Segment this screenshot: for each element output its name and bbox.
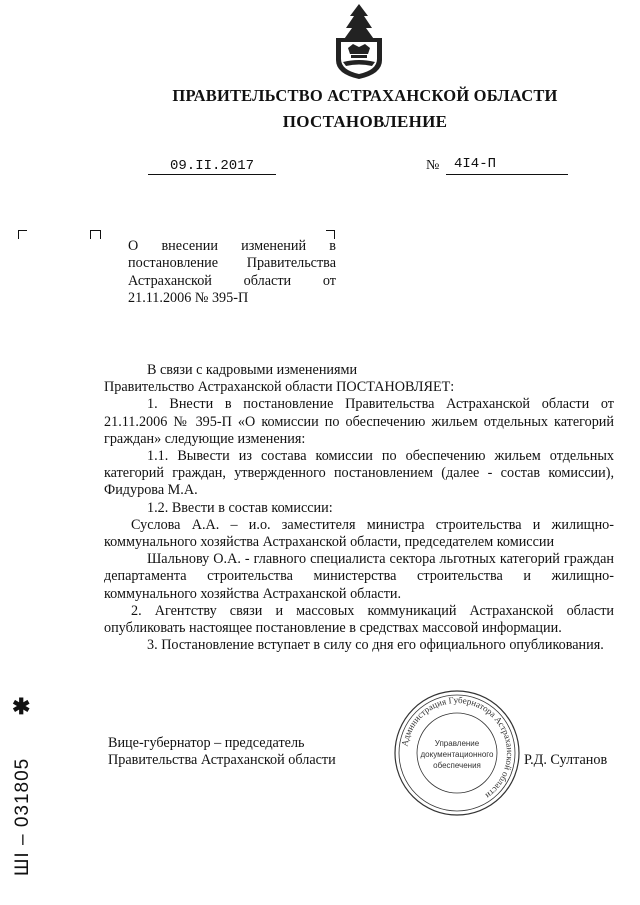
signatory-position: Правительства Астраханской области [108,752,336,768]
subject-line: 21.11.2006 № 395-П [128,289,249,306]
corner-mark [92,230,101,239]
signatory-position: Вице-губернатор – председатель [108,735,305,751]
coat-of-arms-emblem [328,2,390,80]
serial-number-margin [10,690,40,876]
stamp-ring-text: Администрация Губернатора Астраханской области [399,694,516,801]
serial-number: ШІ – 031805 [12,757,33,876]
preamble-resolves: Правительство Астраханской области ПОСТАНОВЛЯЕТ: [104,379,455,396]
signature-block [108,735,336,769]
appointee-shalnova: Шальнову О.А. - главного специалиста сектора льготных категорий граждан департамента строительства министерства строительства и жилищно-коммунального хозяйства Астраханской области. [104,551,614,602]
document-number: 4I4-П [454,156,497,172]
stamp-center-line: документационного [420,750,494,759]
number-underline [446,174,568,175]
paragraph-1: 1. Внести в постановление Правительства Астраханской области от 21.11.2006 № 395-П «О комиссии по обеспечению жильем отдельных категорий граждан» следующие изменения: [104,396,614,447]
government-title: ПРАВИТЕЛЬСТВО АСТРАХАНСКОЙ ОБЛАСТИ [172,86,558,105]
official-stamp [392,688,522,818]
stamp-center-line: Управление [434,739,480,748]
paragraph-1-1: 1.1. Вывести из состава комиссии по обеспечению жильем отдельных категорий граждан, утвержденного постановлением (далее - состав комиссии), Фидурова М.А. [104,448,614,499]
corner-mark [18,230,27,239]
subject-line: Астраханской области от [128,272,336,289]
preamble: В связи с кадровыми изменениями [147,362,358,378]
asterisk-icon: ✱ [12,694,31,719]
paragraph-2: 2. Агентству связи и массовых коммуникаций Астраханской области опубликовать настоящее постановление в средствах массовой информации. [104,602,614,637]
document-body [104,362,614,654]
subject-line: О внесении изменений в [128,238,336,254]
document-date: 09.II.2017 [170,158,255,174]
subject-line: постановление Правительства [128,255,336,272]
stamp-center-line: обеспечения [433,761,481,770]
paragraph-1-2: 1.2. Ввести в состав комиссии: [147,499,333,516]
document-subject [128,238,336,307]
appointee-suslov: Суслова А.А. – и.о. заместителя министра строительства и жилищно-коммунального хозяйства Астраханской области, председателем комиссии [104,516,614,551]
paragraph-3: 3. Постановление вступает в силу со дня его официального опубликования. [147,637,604,654]
number-sign: № [426,158,440,173]
signatory-name: Р.Д. Султанов [524,752,608,768]
document-type-title: ПОСТАНОВЛЕНИЕ [282,112,448,131]
date-underline [148,174,276,175]
